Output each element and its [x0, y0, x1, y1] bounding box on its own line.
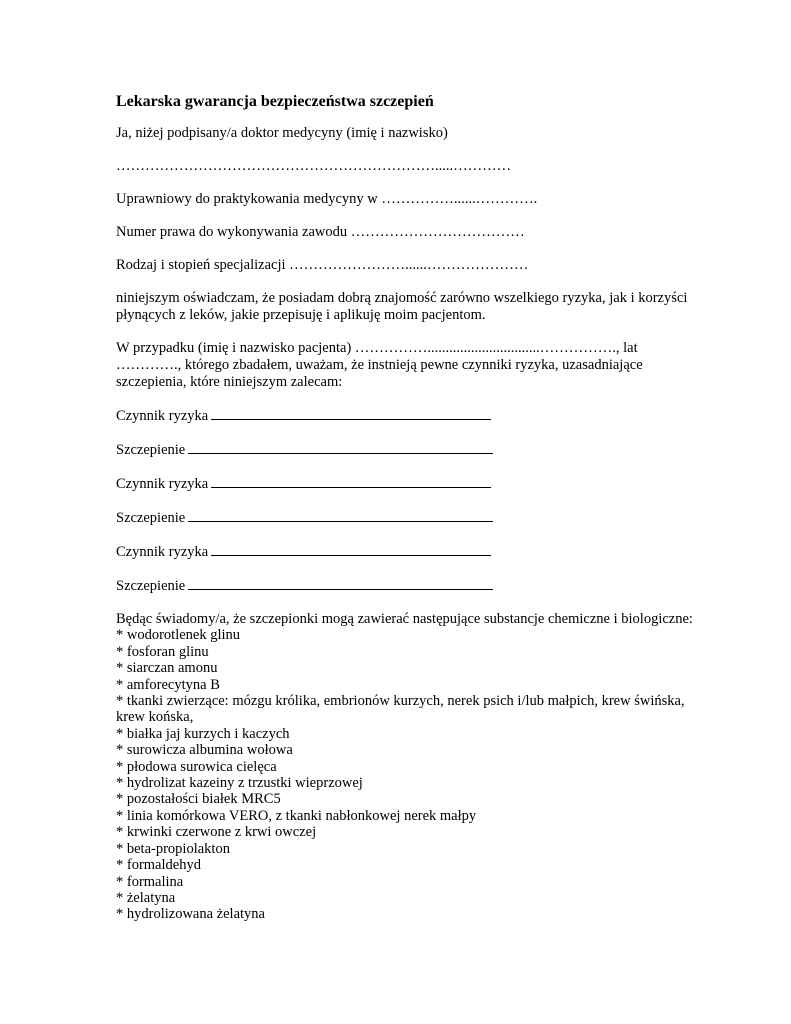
vaccination-field [116, 441, 696, 459]
document-title: Lekarska gwarancja bezpieczeństwa szczepień [116, 93, 434, 110]
field-label: Czynnik ryzyka [116, 544, 209, 560]
list-item: * krwinki czerwone z krwi owczej [116, 824, 317, 841]
list-item: * żelatyna [116, 889, 176, 906]
fill-in-line[interactable] [188, 441, 493, 454]
list-item: * hydrolizat kazeiny z trzustki wieprzowej [116, 775, 363, 792]
vaccination-field [116, 509, 696, 527]
field-label: Szczepienie [116, 442, 186, 458]
risk-factor-field [116, 543, 696, 561]
list-item: * hydrolizowana żelatyna [116, 906, 265, 923]
field-label: Czynnik ryzyka [116, 408, 209, 424]
field-label: Szczepienie [116, 510, 186, 526]
doctor-name-dots: ………………………………………………………….....………… [116, 158, 512, 174]
risk-factor-field [116, 475, 696, 493]
list-item: * surowicza albumina wołowa [116, 742, 293, 759]
fill-in-line[interactable] [188, 577, 493, 590]
risk-factor-field [116, 407, 696, 425]
specialization-line: Rodzaj i stopień specjalizacji ……………………......………………… [116, 257, 529, 273]
license-number-line: Numer prawa do wykonywania zawodu ……………………………… [116, 224, 525, 240]
list-item: * siarczan amonu [116, 660, 218, 677]
fill-in-line[interactable] [188, 509, 493, 522]
fill-in-line[interactable] [211, 543, 491, 556]
declaration-paragraph: niniejszym oświadczam, że posiadam dobrą znajomość zarówno wszelkiego ryzyka, jak i korzyści płynących z leków, jakie przepisuję i aplikuję moim pacjentom. [116, 290, 688, 323]
practice-location-line: Uprawniowy do praktykowania medycyny w ……………......…………. [116, 191, 538, 207]
list-item: * tkanki zwierzące: mózgu królika, embrionów kurzych, nerek psich i/lub małpich, krew świńska, krew końska, [116, 693, 685, 726]
vaccination-field [116, 577, 696, 595]
list-item: * formalina [116, 873, 184, 890]
substances-intro: Będąc świadomy/a, że szczepionki mogą zawierać następujące substancje chemiczne i biologiczne: [116, 611, 693, 627]
list-item: * białka jaj kurzych i kaczych [116, 725, 290, 742]
patient-paragraph: W przypadku (imię i nazwisko pacjenta) ……………...............................……………., lat …………., którego zbadałem, uważam, że instnieją pewne czynniki ryzyka, uzasadniające szczepienia, które niniejszym zalecam: [116, 340, 643, 390]
list-item: * wodorotlenek glinu [116, 627, 241, 644]
list-item: * linia komórkowa VERO, z tkanki nabłonkowej nerek małpy [116, 807, 477, 824]
doctor-name-line: Ja, niżej podpisany/a doktor medycyny (imię i nazwisko) [116, 125, 448, 141]
list-item: * płodowa surowica cielęca [116, 758, 277, 775]
document-body [116, 92, 696, 923]
list-item: * beta-propiolakton [116, 840, 230, 857]
list-item: * amforecytyna B [116, 676, 220, 693]
field-label: Szczepienie [116, 578, 186, 594]
list-item: * formaldehyd [116, 857, 201, 874]
fill-in-line[interactable] [211, 475, 491, 488]
substances-list [116, 627, 696, 922]
field-label: Czynnik ryzyka [116, 476, 209, 492]
fill-in-line[interactable] [211, 407, 491, 420]
list-item: * pozostałości białek MRC5 [116, 791, 281, 808]
list-item: * fosforan glinu [116, 643, 209, 660]
